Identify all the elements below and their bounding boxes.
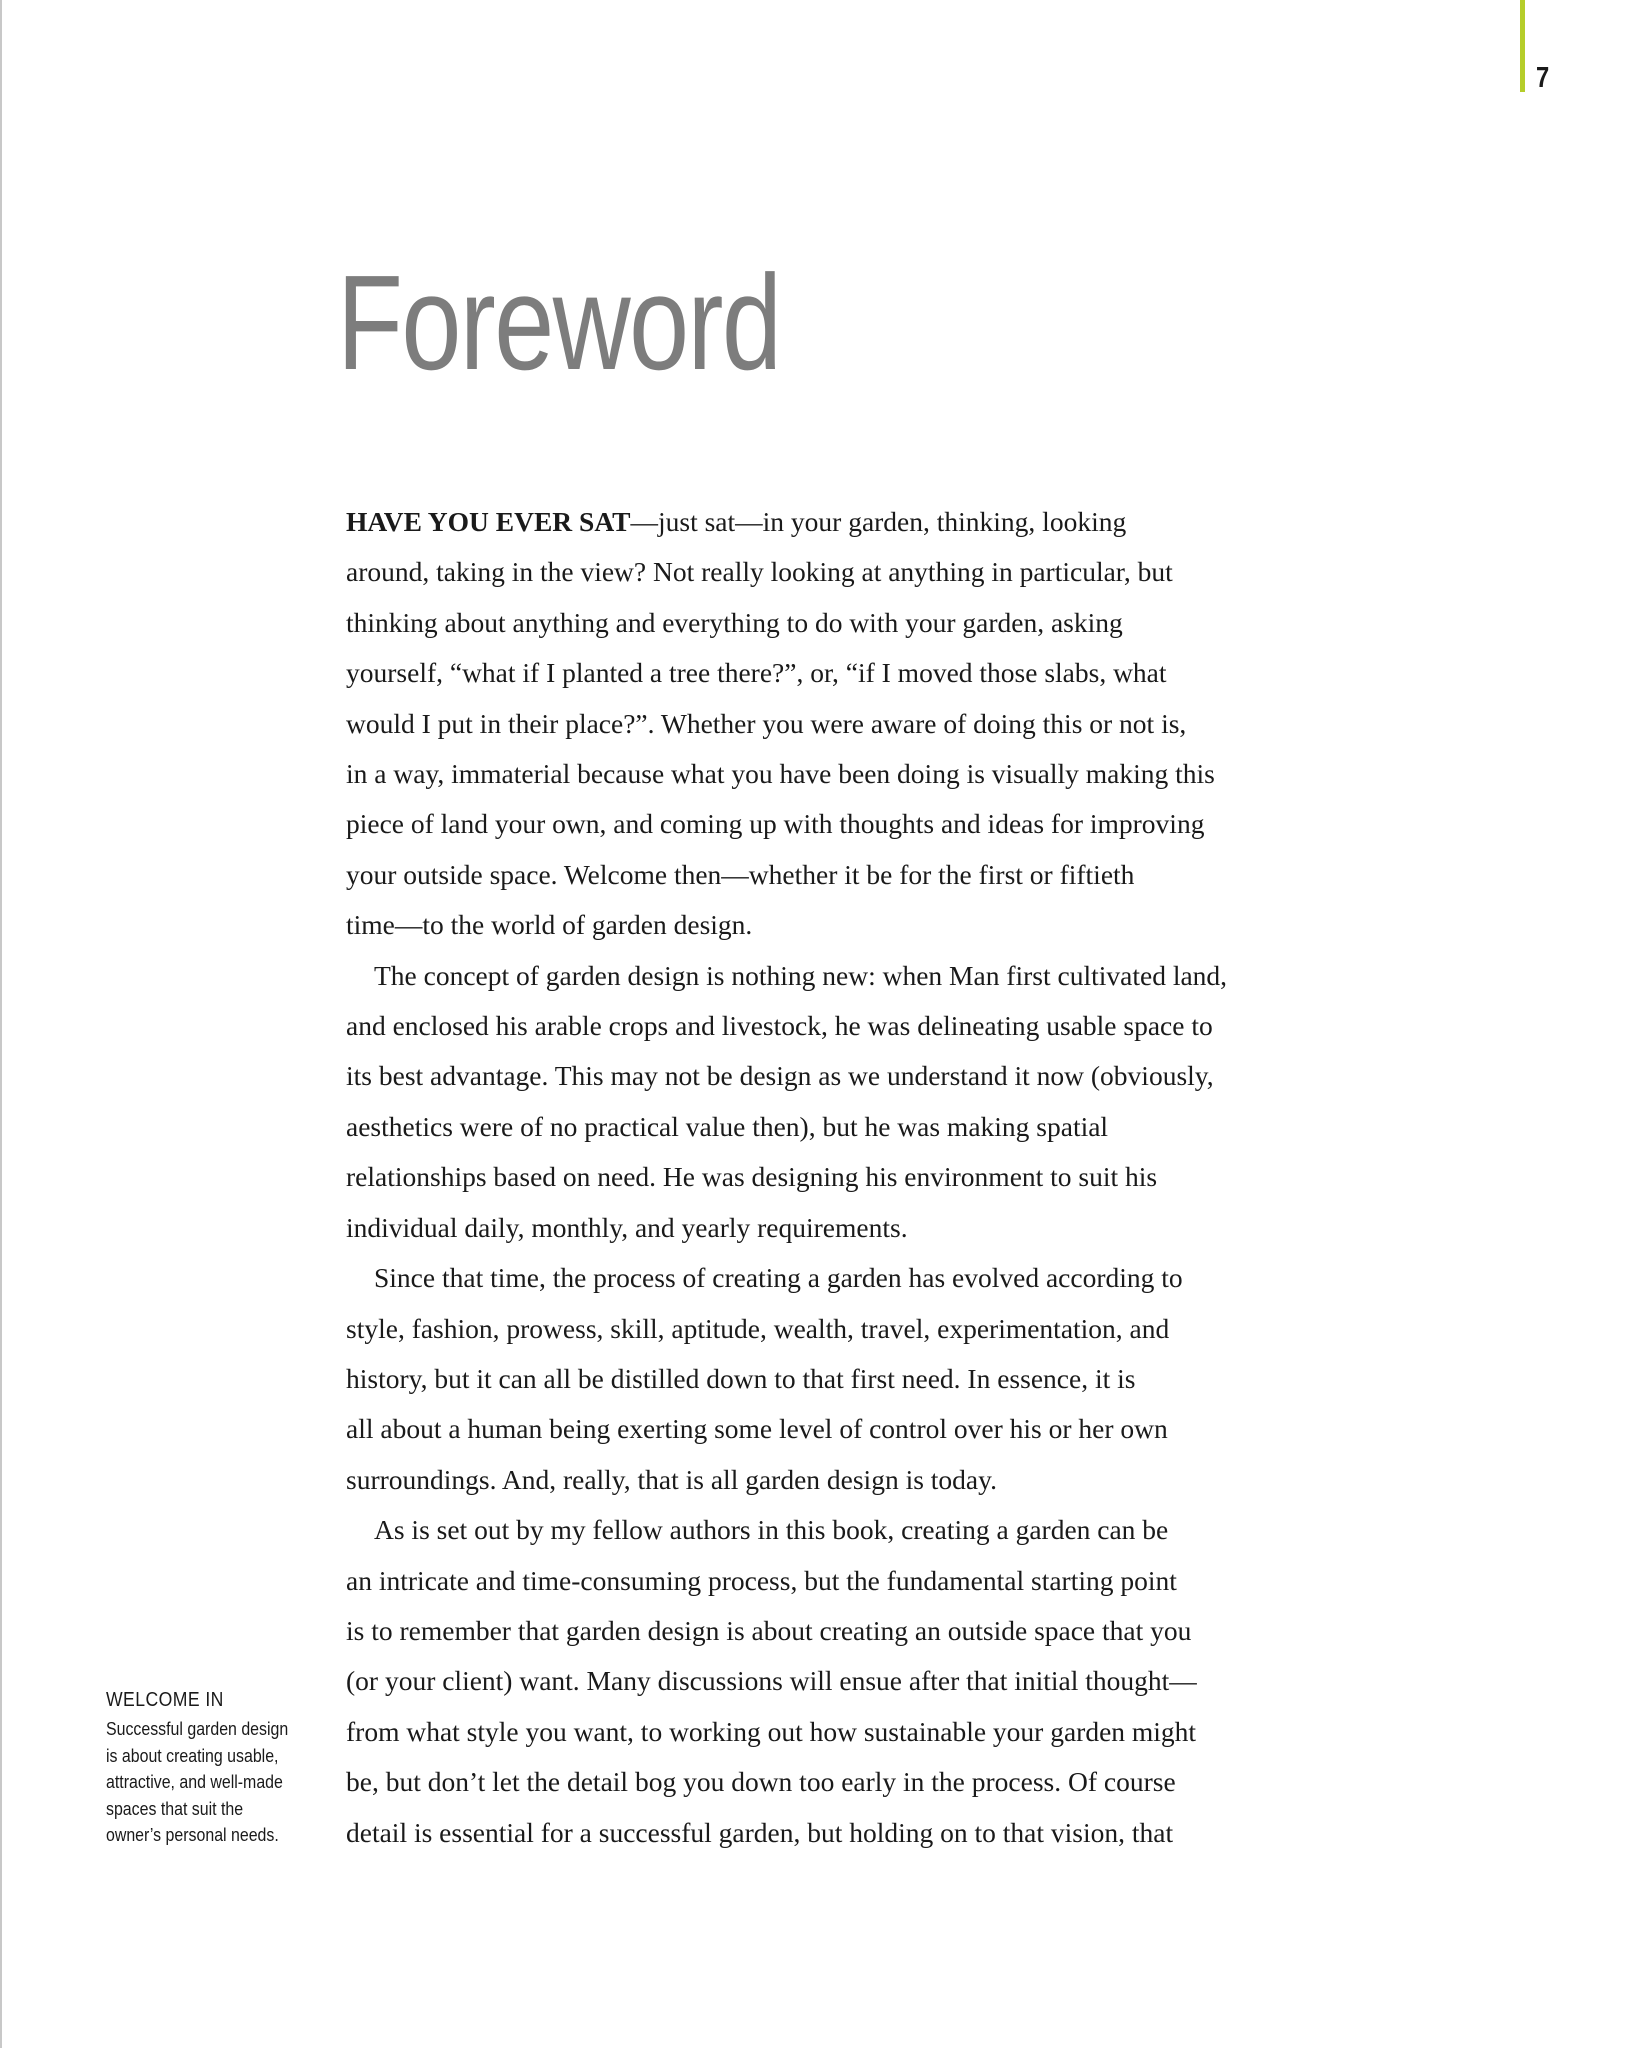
caption-line: spaces that suit the: [106, 1797, 244, 1819]
paragraph-start: As is set out by my fellow authors in this book, creating a garden can be: [374, 1514, 1169, 1546]
sidebar-caption-block: [106, 1687, 346, 1849]
body-line: your outside space. Welcome then—whether it be for the first or fiftieth: [346, 858, 1135, 890]
body-line: its best advantage. This may not be design as we understand it now (obviously,: [346, 1060, 1214, 1092]
paragraph-start: The concept of garden design is nothing new: when Man first cultivated land,: [374, 959, 1228, 991]
body-line: style, fashion, prowess, skill, aptitude, wealth, travel, experimentation, and: [346, 1312, 1170, 1344]
body-line: yourself, “what if I planted a tree there?”, or, “if I moved those slabs, what: [346, 657, 1167, 689]
spine-edge: [0, 0, 2, 2048]
body-line: is to remember that garden design is about creating an outside space that you: [346, 1614, 1192, 1646]
body-line: would I put in their place?”. Whether you were aware of doing this or not is,: [346, 707, 1187, 739]
body-line-text: —just sat—in your garden, thinking, looking: [630, 506, 1127, 537]
caption-line: is about creating usable,: [106, 1744, 279, 1766]
body-line: aesthetics were of no practical value then), but he was making spatial: [346, 1110, 1109, 1142]
body-line: thinking about anything and everything to do with your garden, asking: [346, 606, 1123, 638]
body-text: [346, 497, 1296, 1858]
lead-in: HAVE YOU EVER SAT: [346, 506, 631, 537]
body-line: piece of land your own, and coming up with thoughts and ideas for improving: [346, 808, 1205, 840]
paragraph-start: Since that time, the process of creating a garden has evolved according to: [374, 1262, 1183, 1294]
body-line: (or your client) want. Many discussions will ensue after that initial thought—: [346, 1665, 1197, 1697]
page-title: Foreword: [337, 247, 781, 398]
body-line: relationships based on need. He was designing his environment to suit his: [346, 1161, 1158, 1193]
caption-text: [106, 1716, 312, 1849]
body-line: time—to the world of garden design.: [346, 909, 753, 941]
body-line: [346, 497, 1296, 547]
body-line: detail is essential for a successful garden, but holding on to that vision, that: [346, 1816, 1174, 1848]
caption-line: owner’s personal needs.: [106, 1824, 279, 1845]
caption-heading: WELCOME IN: [106, 1689, 224, 1711]
page-number: 7: [1536, 62, 1550, 94]
body-line: an intricate and time-consuming process, but the fundamental starting point: [346, 1564, 1177, 1596]
caption-line: attractive, and well-made: [106, 1771, 283, 1792]
body-line: surroundings. And, really, that is all garden design is today.: [346, 1463, 997, 1495]
accent-bar: [1520, 0, 1525, 92]
body-line: and enclosed his arable crops and livestock, he was delineating usable space to: [346, 1010, 1213, 1042]
caption-line: Successful garden design: [106, 1718, 289, 1739]
body-line: history, but it can all be distilled down to that first need. In essence, it is: [346, 1362, 1136, 1394]
body-line: around, taking in the view? Not really looking at anything in particular, but: [346, 556, 1173, 588]
body-line: from what style you want, to working out how sustainable your garden might: [346, 1715, 1197, 1747]
body-line: in a way, immaterial because what you have been doing is visually making this: [346, 758, 1215, 790]
body-line: all about a human being exerting some level of control over his or her own: [346, 1413, 1168, 1445]
body-line: be, but don’t let the detail bog you down too early in the process. Of course: [346, 1766, 1176, 1798]
body-line: individual daily, monthly, and yearly requirements.: [346, 1211, 908, 1243]
